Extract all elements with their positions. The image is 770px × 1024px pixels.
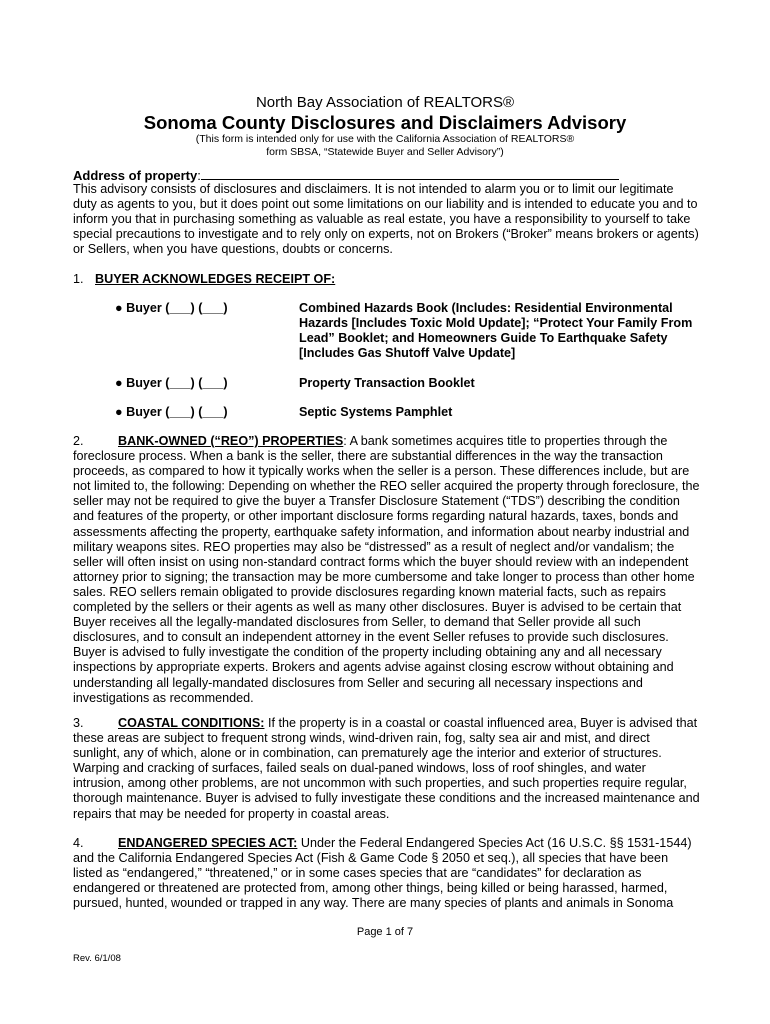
section-4-text: Under the Federal Endangered Species Act (16 U.S.C. §§ 1531-1544) and the California Endangered Species Act (Fish & Game Code § 2050 et seq.), all species that have been listed as “endangered,” “threatened,” or in some cases species that are “candidates” for declaration as endangered or threatened are protected from, among other things, being killed or being harassed, harmed, pursued, hunted, wounded or trapped in any way. There are many species of plants and animals in Sonoma xyxy=(73,836,692,911)
association-name: North Bay Association of REALTORS® xyxy=(255,94,515,111)
section-4-title: ENDANGERED SPECIES ACT: xyxy=(118,836,298,850)
section-3-number: 3. xyxy=(73,716,84,730)
receipt-item-septic-pamphlet: Septic Systems Pamphlet xyxy=(299,405,453,419)
section-1-number: 1. xyxy=(73,272,84,286)
form-usage-note-line2: form SBSA, “Statewide Buyer and Seller Advisory”) xyxy=(266,146,504,158)
revision-date: Rev. 6/1/08 xyxy=(73,953,121,964)
section-2-number: 2. xyxy=(73,434,84,448)
document-title: Sonoma County Disclosures and Disclaimers Advisory xyxy=(143,112,627,133)
section-4-paragraph xyxy=(73,836,700,911)
section-1-title: BUYER ACKNOWLEDGES RECEIPT OF: xyxy=(95,272,336,286)
section-2-paragraph xyxy=(73,434,700,706)
section-2-text: : A bank sometimes acquires title to properties through the foreclosure process. When a bank is the seller, there are substantial differences in the way the transaction proceeds, as compared to how it typically works when the seller is a person. These differences include, but are not limited to, the following: Depending on whether the REO seller acquired the property through foreclosure, the seller may not be required to give the buyer a Transfer Disclosure Statement (“TDS”) describing the condition and features of the property, or other important disclosure forms regarding natural hazards, taxes, bonds and assessments affecting the property, earthquake safety information, and information about nearby industrial and military weapons sites. REO properties may also be “distressed” as a result of neglect and/or vandalism; the seller will often insist on using non-standard contract forms which the buyer should review with an independent attorney prior to signing; the transaction may be more cumbersome and take longer to process than other home sales. REO sellers remain obligated to provide disclosures regarding known material facts, such as repairs completed by the sellers or their agents as well as many other disclosures. Buyer is advised to be certain that Buyer receives all the legally-mandated disclosures from Seller, to demand that Seller provide all such disclosures, and to consult an independent attorney in the event Seller refuses to provide such disclosures. Buyer is advised to fully investigate the condition of the property including obtaining any and all necessary inspections by appropriate experts. Brokers and agents advise against closing escrow without obtaining and understanding all legally-mandated disclosures from Seller and securing all necessary inspections and investigations as recommended. xyxy=(73,434,700,705)
section-3-title: COASTAL CONDITIONS: xyxy=(118,716,265,730)
page-number: Page 1 of 7 xyxy=(356,926,414,938)
receipt-item-hazards-book: Combined Hazards Book (Includes: Residential Environmental Hazards [Includes Toxic Mold Update]; “Protect Your Family From Lead” Booklet; and Homeowners Guide To Earthquake Safety [Includes Gas Shutoff Valve Update] xyxy=(299,301,693,361)
section-1-heading xyxy=(73,272,335,286)
buyer-initials-3[interactable]: ● Buyer (___) (___) xyxy=(115,405,228,419)
section-4-number: 4. xyxy=(73,836,84,850)
address-colon: : xyxy=(197,168,201,183)
address-label: Address of property xyxy=(73,168,198,183)
intro-paragraph: This advisory consists of disclosures and disclaimers. It is not intended to alarm you or to limit our legitimate duty as agents to you, but it does point out some limitations on our liability and is intended to educate you and to inform you that in purchasing something as valuable as real estate, you have a responsibility to yourself to take special precautions to investigate and to rely only on experts, not on Brokers (“Broker” means brokers or agents) or Sellers, when you have questions, doubts or concerns. xyxy=(73,182,699,257)
buyer-initials-2[interactable]: ● Buyer (___) (___) xyxy=(115,376,228,390)
section-2-title: BANK-OWNED (“REO”) PROPERTIES xyxy=(118,434,344,448)
section-3-paragraph xyxy=(73,716,700,822)
form-usage-note-line1: (This form is intended only for use with the California Association of REALTORS® xyxy=(195,133,575,145)
address-fill-line[interactable] xyxy=(201,166,619,180)
receipt-item-transaction-booklet: Property Transaction Booklet xyxy=(299,376,475,390)
form-usage-note xyxy=(0,133,770,159)
section-3-text: If the property is in a coastal or coastal influenced area, Buyer is advised that these areas are subject to frequent strong winds, wind-driven rain, fog, salty sea air and mist, and direct sunlight, any of which, alone or in combination, can prematurely age the interior and exterior of structures. Warping and cracking of surfaces, failed seals on dual-paned windows, loss of roof shingles, and water intrusion, among other problems, are not uncommon with such properties, and such properties require regular, thorough maintenance. Buyer is advised to fully investigate these conditions and the increased maintenance and repairs that may be needed for property in coastal areas. xyxy=(73,716,700,821)
address-of-property-row xyxy=(73,166,703,183)
buyer-initials-1[interactable]: ● Buyer (___) (___) xyxy=(115,301,228,315)
